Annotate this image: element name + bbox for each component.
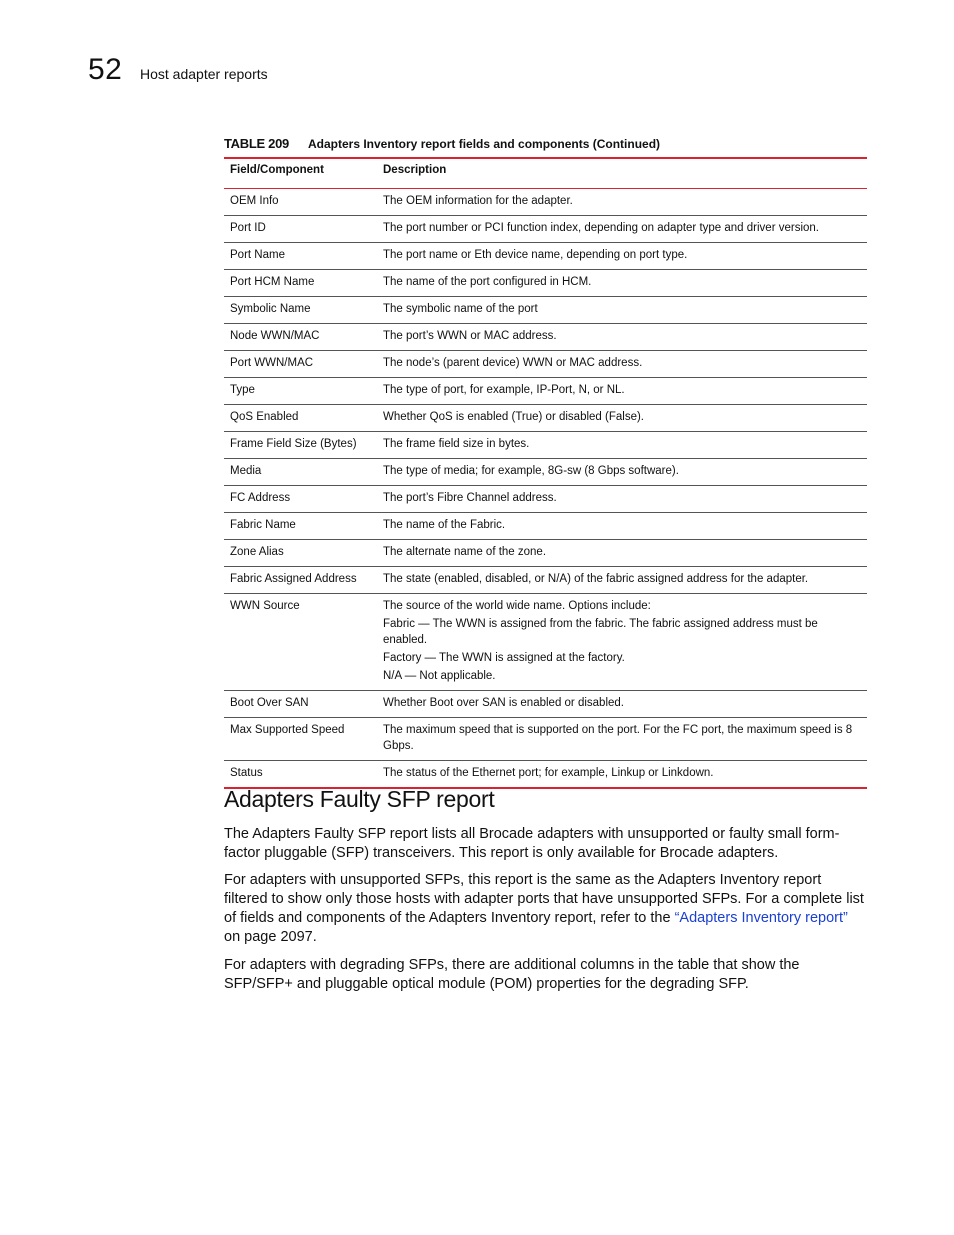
field-cell: Port WWN/MAC bbox=[230, 357, 314, 369]
description-line: The name of the port configured in HCM. bbox=[383, 276, 592, 288]
description-cell bbox=[377, 718, 867, 761]
description-line: The port’s Fibre Channel address. bbox=[383, 492, 557, 504]
table-header-row bbox=[224, 158, 867, 189]
field-cell: Media bbox=[230, 465, 262, 477]
table-number: TABLE 209 bbox=[224, 136, 289, 151]
description-line: The alternate name of the zone. bbox=[383, 546, 547, 558]
table-row bbox=[224, 189, 867, 216]
description-line: N/A — Not applicable. bbox=[383, 670, 496, 682]
table-row bbox=[224, 297, 867, 324]
description-line: The port’s WWN or MAC address. bbox=[383, 330, 557, 342]
field-cell: QoS Enabled bbox=[230, 411, 299, 423]
table-caption bbox=[224, 136, 866, 152]
inventory-table bbox=[224, 157, 867, 789]
table-row bbox=[224, 594, 867, 691]
description-cell bbox=[377, 270, 867, 297]
table-body bbox=[224, 189, 867, 789]
description-cell bbox=[377, 567, 867, 594]
paragraph-intro: The Adapters Faulty SFP report lists all Brocade adapters with unsupported or faulty small form-factor pluggable (SFP) transceivers. This report is only available for Brocade adapters. bbox=[224, 826, 840, 861]
field-cell: WWN Source bbox=[230, 600, 300, 612]
description-cell bbox=[377, 405, 867, 432]
field-cell: Max Supported Speed bbox=[230, 724, 345, 736]
field-cell: FC Address bbox=[230, 492, 291, 504]
description-cell bbox=[377, 378, 867, 405]
paragraph-degrading-sfps: For adapters with degrading SFPs, there are additional columns in the table that show the SFP/SFP+ and pluggable optical module (POM) properties for the degrading SFP. bbox=[224, 957, 800, 992]
table-row bbox=[224, 459, 867, 486]
table-title: Adapters Inventory report fields and components (Continued) bbox=[308, 137, 661, 151]
description-cell bbox=[377, 691, 867, 718]
description-cell bbox=[377, 351, 867, 378]
description-line: The port number or PCI function index, depending on adapter type and driver version. bbox=[383, 222, 819, 234]
table-row bbox=[224, 567, 867, 594]
description-line: Fabric — The WWN is assigned from the fabric. The fabric assigned address must be enabled. bbox=[383, 618, 818, 646]
table-row bbox=[224, 540, 867, 567]
description-line: The maximum speed that is supported on the port. For the FC port, the maximum speed is 8 Gbps. bbox=[383, 724, 853, 752]
description-line: The type of port, for example, IP-Port, N, or NL. bbox=[383, 384, 625, 396]
description-cell bbox=[377, 243, 867, 270]
table-row bbox=[224, 486, 867, 513]
table-row bbox=[224, 216, 867, 243]
field-cell: Symbolic Name bbox=[230, 303, 311, 315]
field-cell: Fabric Assigned Address bbox=[230, 573, 357, 585]
table-row bbox=[224, 324, 867, 351]
field-cell: Frame Field Size (Bytes) bbox=[230, 438, 357, 450]
description-cell bbox=[377, 324, 867, 351]
description-line: The state (enabled, disabled, or N/A) of the fabric assigned address for the adapter. bbox=[383, 573, 809, 585]
table-row bbox=[224, 270, 867, 297]
description-cell bbox=[377, 297, 867, 324]
table-row bbox=[224, 691, 867, 718]
table-row bbox=[224, 718, 867, 761]
field-cell: Type bbox=[230, 384, 255, 396]
paragraph-text-end: on page 2097. bbox=[224, 929, 317, 945]
description-cell bbox=[377, 486, 867, 513]
section-heading: Adapters Faulty SFP report bbox=[224, 786, 495, 812]
description-line: Whether QoS is enabled (True) or disabled (False). bbox=[383, 411, 644, 423]
description-line: The source of the world wide name. Options include: bbox=[383, 600, 651, 612]
table-row bbox=[224, 513, 867, 540]
field-cell: OEM Info bbox=[230, 195, 279, 207]
table-row bbox=[224, 405, 867, 432]
adapters-inventory-report-link[interactable]: “Adapters Inventory report” bbox=[674, 910, 848, 926]
description-line: The OEM information for the adapter. bbox=[383, 195, 573, 207]
description-line: The name of the Fabric. bbox=[383, 519, 506, 531]
description-cell bbox=[377, 594, 867, 691]
field-cell: Port Name bbox=[230, 249, 285, 261]
description-line: The port name or Eth device name, depending on port type. bbox=[383, 249, 688, 261]
description-line: The node’s (parent device) WWN or MAC address. bbox=[383, 357, 643, 369]
description-cell bbox=[377, 189, 867, 216]
table-row bbox=[224, 432, 867, 459]
field-cell: Port HCM Name bbox=[230, 276, 315, 288]
chapter-number: 52 bbox=[88, 53, 123, 86]
table-row bbox=[224, 243, 867, 270]
field-cell: Fabric Name bbox=[230, 519, 296, 531]
field-cell: Zone Alias bbox=[230, 546, 284, 558]
description-line: The status of the Ethernet port; for example, Linkup or Linkdown. bbox=[383, 767, 714, 779]
description-line: The symbolic name of the port bbox=[383, 303, 538, 315]
description-cell bbox=[377, 216, 867, 243]
description-cell bbox=[377, 459, 867, 486]
description-line: The type of media; for example, 8G-sw (8 Gbps software). bbox=[383, 465, 679, 477]
column-header-field: Field/Component bbox=[230, 164, 324, 176]
field-cell: Boot Over SAN bbox=[230, 697, 309, 709]
description-cell bbox=[377, 513, 867, 540]
description-cell bbox=[377, 540, 867, 567]
paragraph-unsupported-sfps bbox=[224, 871, 864, 947]
column-header-description: Description bbox=[383, 164, 447, 176]
chapter-title: Host adapter reports bbox=[140, 66, 268, 82]
field-cell: Status bbox=[230, 767, 263, 779]
description-line: Whether Boot over SAN is enabled or disabled. bbox=[383, 697, 624, 709]
table-row bbox=[224, 351, 867, 378]
description-cell bbox=[377, 432, 867, 459]
description-line: The frame field size in bytes. bbox=[383, 438, 530, 450]
paragraph-text: For adapters with unsupported SFPs, this report is the same as the Adapters Inventory report filtered to show only those hosts with adapter ports that have unsupported SFPs. For a complete list of fields and components of the Adapters Inventory report, refer to the bbox=[224, 872, 864, 926]
field-cell: Node WWN/MAC bbox=[230, 330, 320, 342]
table-row bbox=[224, 378, 867, 405]
description-line: Factory — The WWN is assigned at the factory. bbox=[383, 652, 625, 664]
field-cell: Port ID bbox=[230, 222, 266, 234]
